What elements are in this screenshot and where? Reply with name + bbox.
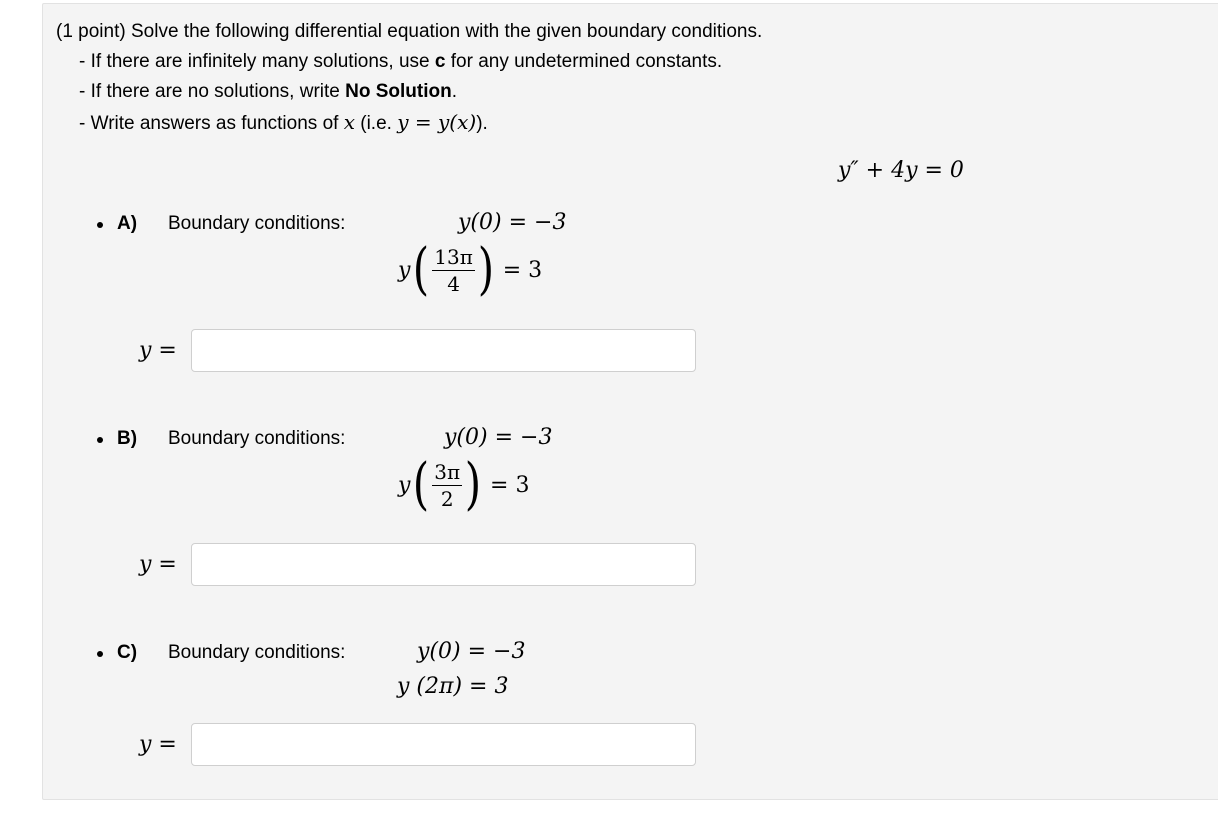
- differential-equation: y″ + 4y = 0: [838, 158, 964, 183]
- fraction-numerator: 13π: [434, 244, 473, 269]
- bullet: [97, 437, 103, 443]
- paren-close: ): [464, 452, 482, 517]
- math-x: x: [343, 110, 355, 134]
- part-b-bc2-rhs: = 3: [490, 472, 530, 498]
- fraction-denominator: 2: [440, 486, 454, 511]
- rule-text: for any undetermined constants.: [445, 51, 723, 72]
- part-b-answer-input[interactable]: [191, 543, 696, 586]
- rule-text: - If there are no solutions, write: [79, 81, 346, 102]
- part-c-bc2: y (2π) = 3: [397, 674, 509, 699]
- paren-close: ): [477, 237, 495, 302]
- math-y: y: [398, 472, 411, 498]
- paren-open: (: [413, 237, 430, 302]
- part-c-answer-input[interactable]: [191, 723, 696, 766]
- rule-text: - Write answers as functions of: [79, 113, 344, 134]
- part-c-bc1: y(0) = −3: [417, 639, 526, 664]
- part-a-bc1: y(0) = −3: [458, 210, 567, 235]
- part-b-bc2: [398, 452, 530, 517]
- problem-statement: (1 point) Solve the following differential equation with the given boundary conditions.: [56, 21, 763, 42]
- part-b-answer-prefix: y =: [139, 552, 177, 577]
- part-a-label: A): [117, 213, 138, 234]
- part-a-bc2: [398, 237, 543, 302]
- part-a-fraction: [432, 246, 475, 295]
- math-y-of-x: y = y(x): [397, 110, 477, 134]
- part-b-label: B): [117, 428, 138, 449]
- rule-keyword-no-solution: No Solution: [345, 81, 452, 102]
- part-a-bc2-rhs: = 3: [502, 257, 543, 283]
- rule-functions-of-x: [79, 111, 488, 135]
- part-c-bc-label: Boundary conditions:: [168, 642, 346, 663]
- rule-infinite-solutions: [79, 51, 722, 73]
- rule-text: ).: [476, 113, 488, 134]
- rule-text: - If there are infinitely many solutions, use: [79, 51, 435, 72]
- part-a-answer-input[interactable]: [191, 329, 696, 372]
- math-y: y: [398, 257, 411, 283]
- part-b-bc-label: Boundary conditions:: [168, 428, 346, 449]
- rule-text: (i.e.: [354, 113, 398, 134]
- fraction-numerator: 3π: [434, 459, 461, 484]
- bullet: [97, 651, 103, 657]
- part-b-bc1: y(0) = −3: [444, 425, 553, 450]
- bullet: [97, 222, 103, 228]
- paren-open: (: [413, 452, 430, 517]
- rule-no-solution: [79, 81, 457, 103]
- rule-keyword-c: c: [434, 51, 446, 72]
- fraction-denominator: 4: [447, 271, 460, 296]
- part-a-bc-label: Boundary conditions:: [168, 213, 346, 234]
- part-a-answer-prefix: y =: [139, 338, 177, 363]
- part-b-fraction: [432, 461, 462, 510]
- part-c-label: C): [117, 642, 138, 663]
- part-c-answer-prefix: y =: [139, 732, 177, 757]
- rule-text: .: [451, 81, 457, 102]
